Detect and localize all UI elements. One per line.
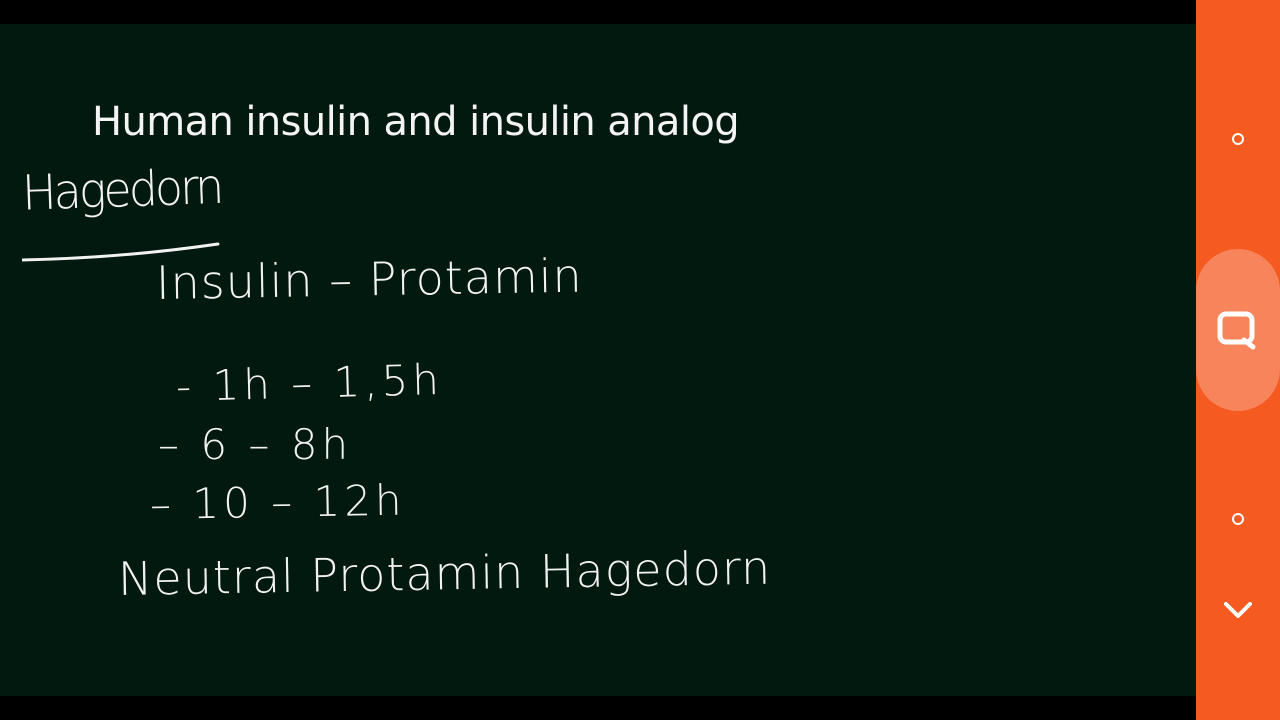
slide-title: Human insulin and insulin analog [92,99,739,145]
handwriting-neutral-protamin-hagedorn: Neutral Protamin Hagedorn [117,540,772,606]
circle-icon [1232,513,1244,525]
search-button[interactable] [1196,249,1280,411]
blackboard [0,24,1196,696]
bottom-letterbox [0,696,1196,720]
circle-icon [1232,133,1244,145]
handwriting-duration: – 10 – 12h [149,475,406,529]
bottom-circle-button[interactable] [1196,500,1280,538]
top-circle-button[interactable] [1196,120,1280,158]
collapse-button[interactable] [1196,590,1280,630]
floating-control-panel [1196,0,1280,720]
chevron-down-icon [1223,600,1253,620]
handwriting-peak-time: – 6 – 8h [158,420,353,469]
handwriting-hagedorn: Hagedorn [21,157,223,222]
top-letterbox [0,0,1196,24]
search-icon [1215,310,1261,350]
handwriting-onset-time: - 1h – 1,5h [175,355,444,411]
handwriting-insulin-protamin: Insulin – Protamin [155,248,584,310]
